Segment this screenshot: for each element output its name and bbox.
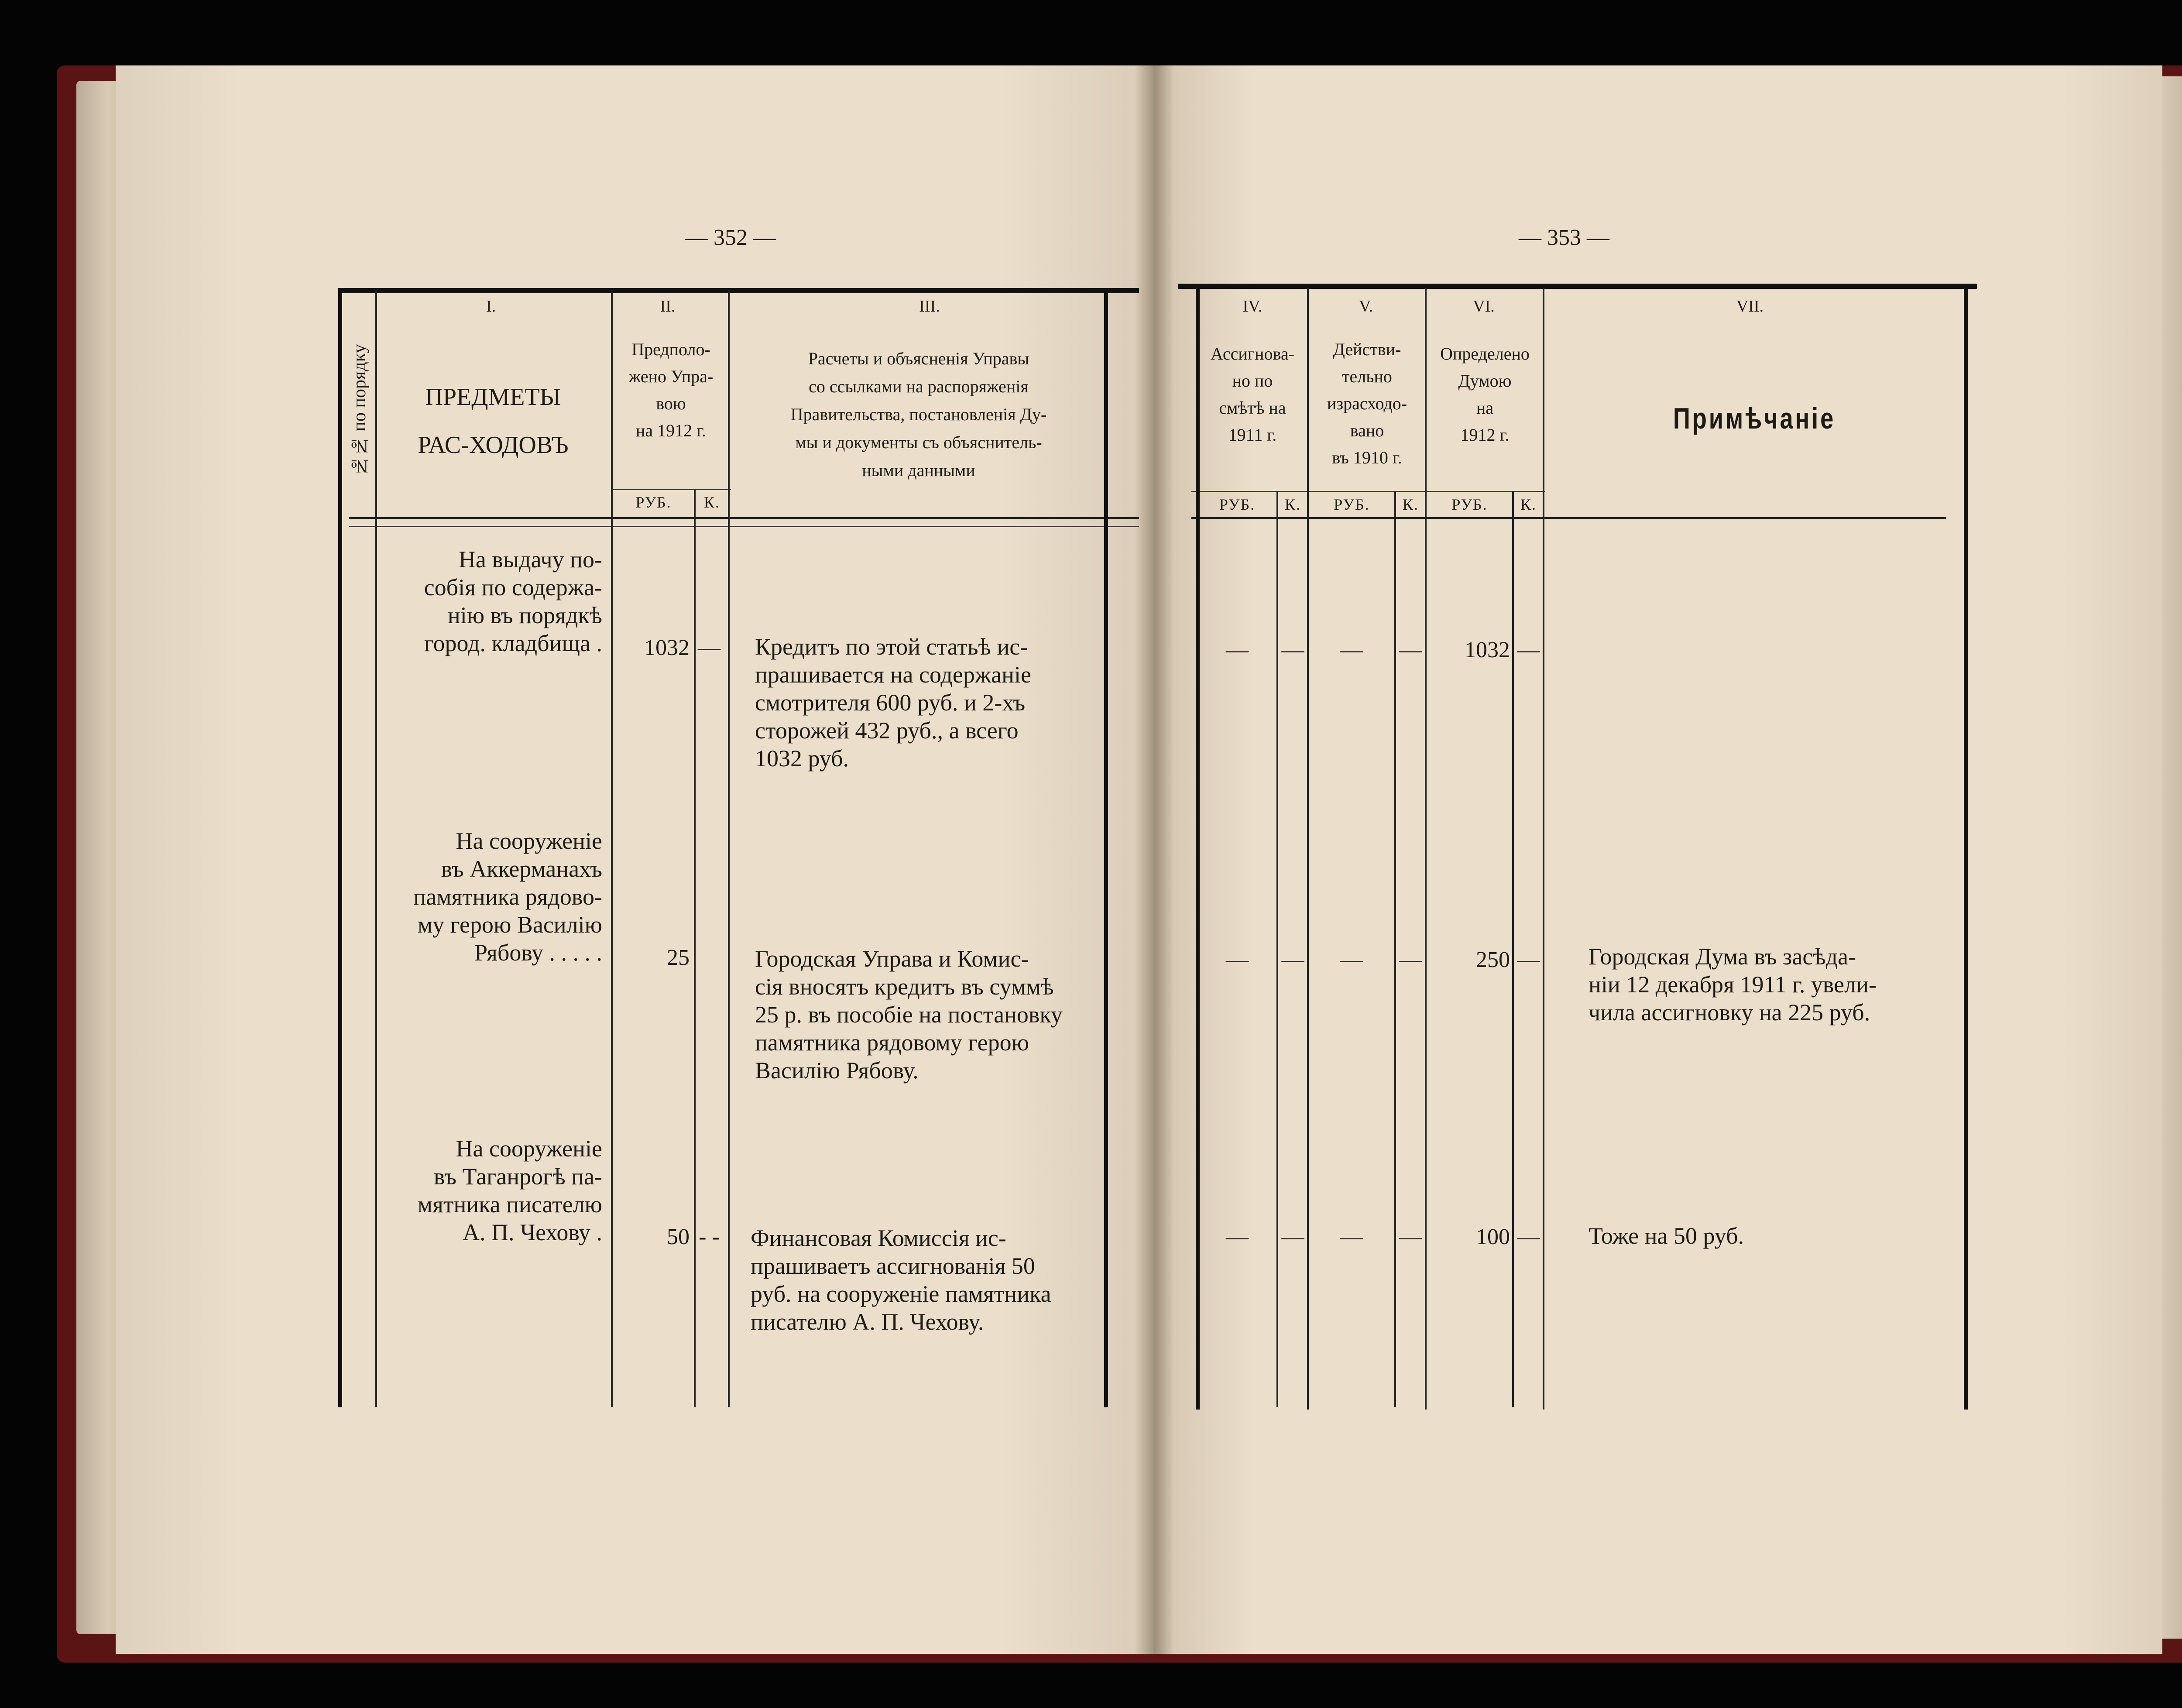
row2-note-line: ніи 12 декабря 1911 г. увели-	[1588, 971, 1877, 998]
row3-assigned-k: —	[1281, 1224, 1304, 1249]
row1-assigned-k: —	[1281, 638, 1304, 662]
col6-title-line: Определено	[1440, 344, 1530, 364]
row2-item-line: памятника рядово-	[413, 884, 602, 910]
col3-title-line: ными данными	[862, 460, 975, 480]
row1-proposed: 1032	[644, 635, 690, 660]
col6-unit-k: К.	[1520, 496, 1537, 513]
col3-number: III.	[919, 297, 940, 316]
row2-explanation-line: памятника рядовому герою	[755, 1029, 1029, 1056]
col7-right-line	[1964, 288, 1968, 1410]
col2-unit-rub: РУБ.	[635, 494, 672, 511]
col4-left-line	[1196, 288, 1200, 1410]
row3-note-line: Тоже на 50 руб.	[1588, 1223, 1744, 1249]
col4-title-line: Ассигнова-	[1210, 344, 1295, 364]
row2-item	[380, 827, 602, 967]
row3-item-line: въ Таганрогѣ па-	[433, 1163, 602, 1190]
row3-item-line: мятника писателю	[417, 1191, 602, 1218]
col4-title-line: но по	[1232, 371, 1273, 391]
row2-spent: —	[1340, 947, 1363, 972]
col6-title-line: Думою	[1458, 371, 1512, 391]
row1-explanation-line: прашивается на содержаніе	[755, 662, 1031, 688]
row1-item-line: На выдачу по-	[458, 546, 602, 573]
col5-rub-k-divider	[1394, 491, 1396, 1407]
col4-number: IV.	[1242, 297, 1263, 316]
row2-note-line: чила ассигновку на 225 руб.	[1588, 999, 1870, 1025]
row2-explanation-line: Василію Рябову.	[755, 1057, 919, 1084]
col6-title-line: на	[1476, 398, 1494, 418]
col7-title: Примѣчаніе	[1673, 402, 1836, 435]
left-page	[116, 65, 1154, 1654]
row1-item	[380, 545, 602, 657]
row2-proposed: 25	[667, 945, 690, 970]
row1-proposed-k: —	[698, 635, 720, 660]
col4-divider	[1307, 288, 1309, 1410]
col1-number: I.	[486, 297, 496, 316]
col3-title-line: со ссылками на распоряженія	[809, 377, 1029, 396]
row1-item-line: собія по содержа-	[424, 574, 602, 600]
col2-number: II.	[660, 297, 676, 316]
row2-explanation	[755, 945, 1104, 1084]
row3-decided: 100	[1476, 1224, 1510, 1249]
row1-item-line: город. кладбища .	[424, 630, 602, 656]
row3-spent: —	[1340, 1224, 1363, 1249]
col4-title	[1198, 340, 1307, 449]
row3-item	[380, 1135, 602, 1246]
row3-spent-k: —	[1399, 1224, 1422, 1249]
row1-decided: 1032	[1465, 638, 1510, 662]
col4-title-line: смѣтѣ на	[1219, 398, 1286, 418]
col6-rub-k-divider	[1512, 491, 1514, 1407]
right-unit-rule	[1191, 491, 1545, 492]
col5-unit-rub: РУБ.	[1334, 496, 1370, 513]
row2-assigned-k: —	[1281, 947, 1304, 972]
row2-item-line: Рябову . . . . .	[474, 940, 602, 966]
col6-title-line: 1912 г.	[1460, 425, 1510, 445]
row3-explanation-line: руб. на сооруженіе памятника	[751, 1281, 1051, 1307]
row3-explanation-line: Финансовая Комиссія ис-	[751, 1225, 1006, 1251]
row2-explanation-line: 25 р. въ пособіе на постановку	[755, 1001, 1063, 1028]
col6-number: VI.	[1473, 297, 1495, 316]
right-page-number: — 353 —	[1519, 225, 1609, 250]
row3-item-line: На сооруженіе	[456, 1135, 602, 1162]
col4-unit-k: К.	[1284, 496, 1301, 513]
row3-decided-k: —	[1517, 1224, 1540, 1249]
col3-title-line: мы и документы съ объяснитель-	[795, 432, 1042, 452]
left-table-outer-line	[338, 290, 342, 1407]
row1-explanation-line: 1032 руб.	[755, 745, 849, 772]
row1-explanation	[755, 633, 1104, 772]
row3-explanation-line: прашиваетъ ассигнованія 50	[751, 1253, 1035, 1279]
row2-item-line: му герою Василію	[417, 912, 602, 938]
col1-title	[384, 373, 602, 469]
left-header-bottom-rule	[349, 517, 1139, 519]
col2-divider	[728, 290, 730, 1407]
row2-assigned: —	[1226, 947, 1249, 972]
col5-title-line: въ 1910 г.	[1332, 448, 1402, 467]
col7-number: VII.	[1736, 297, 1764, 316]
row2-note-line: Городская Дума въ засѣда-	[1588, 943, 1856, 970]
row1-decided-k: —	[1517, 638, 1540, 662]
col5-unit-k: К.	[1402, 496, 1419, 513]
row3-assigned: —	[1226, 1224, 1249, 1249]
col-no-divider	[375, 290, 377, 1407]
row3-proposed: 50	[667, 1224, 690, 1249]
row1-spent-k: —	[1399, 638, 1422, 662]
right-header-bottom-rule	[1191, 517, 1946, 519]
col4-rub-k-divider	[1276, 491, 1278, 1407]
col2-rub-k-divider	[694, 489, 696, 1407]
col2-title-line: вою	[656, 394, 686, 413]
row2-note	[1588, 943, 1946, 1026]
col5-title	[1309, 336, 1425, 471]
row2-decided-k: —	[1517, 947, 1540, 972]
row1-spent: —	[1340, 638, 1363, 662]
right-page	[1154, 65, 2162, 1654]
left-table-top-rule	[338, 288, 1139, 293]
row2-item-line: въ Аккерманахъ	[441, 856, 602, 882]
col3-title-line: Правительства, постановленія Ду-	[790, 405, 1047, 424]
col5-number: V.	[1359, 297, 1373, 316]
right-table-top-rule	[1178, 284, 1977, 289]
col5-divider	[1425, 288, 1427, 1410]
left-header-bottom-rule-2	[349, 526, 1139, 527]
col3-right-line	[1104, 290, 1108, 1407]
row3-explanation-line: писателю А. П. Чехову.	[751, 1309, 984, 1335]
col2-title	[615, 336, 727, 444]
row3-note	[1588, 1222, 1946, 1250]
row2-explanation-line: Городская Управа и Комис-	[755, 946, 1029, 972]
col2-title-line: Предполо-	[631, 340, 710, 359]
col5-title-line: Действи-	[1333, 340, 1401, 359]
row2-explanation-line: сія вносятъ кредитъ въ суммѣ	[755, 974, 1054, 1000]
row1-explanation-line: сторожей 432 руб., а всего	[755, 717, 1019, 744]
row1-item-line: нію въ порядкѣ	[447, 602, 602, 628]
col5-title-line: тельно	[1342, 367, 1392, 386]
book-gutter	[1135, 65, 1174, 1654]
row2-spent-k: —	[1399, 947, 1422, 972]
col3-title-line: Расчеты и объясненія Управы	[808, 349, 1029, 368]
col6-unit-rub: РУБ.	[1451, 496, 1488, 513]
col2-title-line: жено Упра-	[628, 367, 714, 386]
row3-explanation	[751, 1224, 1104, 1336]
row1-assigned: —	[1226, 638, 1249, 662]
left-page-number: — 352 —	[685, 225, 776, 250]
col4-title-line: 1911 г.	[1228, 425, 1277, 445]
col5-title-line: израсходо-	[1327, 394, 1407, 413]
col4-unit-rub: РУБ.	[1219, 496, 1256, 513]
row3-proposed-k: - -	[699, 1224, 720, 1249]
col2-title-line: на 1912 г.	[635, 421, 707, 440]
col5-title-line: вано	[1350, 421, 1384, 440]
order-number-header: №№ по порядку	[350, 344, 370, 477]
row3-item-line: А. П. Чехову .	[463, 1219, 602, 1245]
row2-item-line: На сооруженіе	[456, 828, 602, 854]
col6-divider	[1543, 288, 1544, 1410]
col3-title	[738, 345, 1100, 484]
col6-title	[1427, 340, 1543, 449]
row1-explanation-line: смотрителя 600 руб. и 2-хъ	[755, 689, 1026, 716]
col2-unit-rule	[613, 489, 731, 490]
row2-decided: 250	[1476, 947, 1510, 972]
col1-title-text: ПРЕДМЕТЫ РАС-ХОДОВЪ	[418, 384, 569, 459]
col2-unit-k: К.	[703, 494, 720, 511]
col1-divider	[611, 290, 613, 1407]
row1-explanation-line: Кредитъ по этой статьѣ ис-	[755, 634, 1028, 660]
